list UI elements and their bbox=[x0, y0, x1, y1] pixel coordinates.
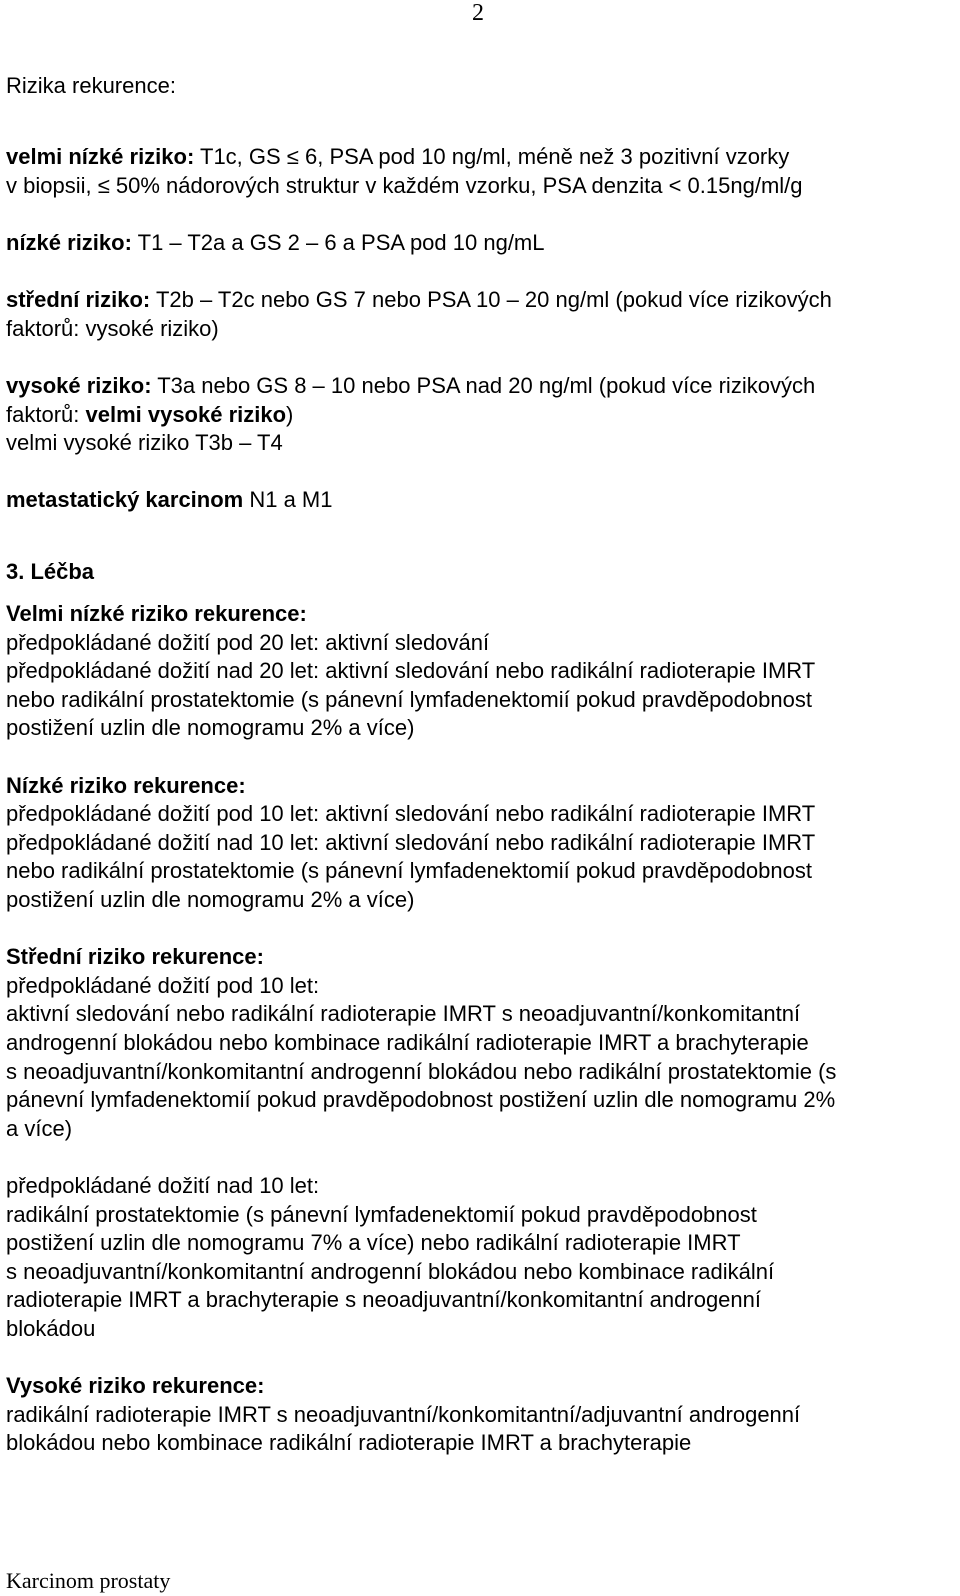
treatment-medium-line: radikální prostatektomie (s pánevní lymfadenektomií pokud pravděpodobnost bbox=[6, 1201, 757, 1227]
risk-medium-line2: faktorů: vysoké riziko) bbox=[6, 315, 219, 341]
treatment-medium-line: předpokládané dožití pod 10 let: bbox=[6, 972, 320, 998]
treatment-very-low-heading-text: Velmi nízké riziko rekurence: bbox=[6, 601, 307, 627]
risk-high-label: vysoké riziko: bbox=[6, 372, 152, 398]
treatment-high-heading-text: Vysoké riziko rekurence: bbox=[6, 1373, 265, 1399]
treatment-very-low-line: předpokládané dožití pod 20 let: aktivní sledování bbox=[6, 629, 490, 655]
treatment-low-line: předpokládané dožití pod 10 let: aktivní sledování nebo radikální radioterapie IMRT bbox=[6, 801, 816, 827]
treatment-medium-line: aktivní sledování nebo radikální radioterapie IMRT s neoadjuvantní/konkomitantní bbox=[6, 1001, 801, 1027]
treatment-medium-line: pánevní lymfadenektomií pokud pravděpodobnost postižení uzlin dle nomogramu 2% bbox=[6, 1087, 836, 1113]
risk-high-line2-prefix: faktorů: bbox=[6, 401, 86, 427]
risk-very-high: velmi vysoké riziko T3b – T4 bbox=[6, 430, 283, 456]
treatment-medium-heading bbox=[6, 943, 956, 972]
treatment-medium-line: androgenní blokádou nebo kombinace radikální radioterapie IMRT a brachyterapie bbox=[6, 1030, 809, 1055]
treatment-low-line: nebo radikální prostatektomie (s pánevní lymfadenektomií pokud pravděpodobnost bbox=[6, 858, 812, 884]
risk-very-low-line2: v biopsii, ≤ 50% nádorových struktur v každém vzorku, PSA denzita < 0.15ng/ml/g bbox=[6, 172, 803, 198]
treatment-low-heading-text: Nízké riziko rekurence: bbox=[6, 772, 246, 798]
treatment-very-low-heading bbox=[6, 600, 956, 629]
treatment-low-line: postižení uzlin dle nomogramu 2% a více) bbox=[6, 887, 415, 913]
risk-metastatic bbox=[6, 486, 956, 515]
risk-high-line1 bbox=[6, 372, 956, 401]
risk-metastatic-text: N1 a M1 bbox=[243, 487, 333, 513]
risk-low-label: nízké riziko: bbox=[6, 229, 132, 255]
document-body bbox=[6, 72, 956, 1458]
risk-very-high-bold: velmi vysoké riziko bbox=[85, 401, 287, 427]
treatment-title-text: 3. Léčba bbox=[6, 558, 95, 584]
treatment-medium-line: radioterapie IMRT a brachyterapie s neoadjuvantní/konkomitantní androgenní bbox=[6, 1287, 761, 1313]
treatment-medium-line: postižení uzlin dle nomogramu 7% a více) nebo radikální radioterapie IMRT bbox=[6, 1230, 741, 1256]
treatment-high-heading bbox=[6, 1372, 956, 1401]
treatment-medium-line: předpokládané dožití nad 10 let: bbox=[6, 1172, 320, 1198]
risk-very-low-text: T1c, GS ≤ 6, PSA pod 10 ng/ml, méně než 3 pozitivní vzorky bbox=[194, 144, 790, 170]
risk-medium-text: T2b – T2c nebo GS 7 nebo PSA 10 – 20 ng/ml (pokud více rizikových bbox=[150, 287, 832, 313]
risk-high-text: T3a nebo GS 8 – 10 nebo PSA nad 20 ng/ml (pokud více rizikových bbox=[151, 372, 816, 398]
treatment-medium-line: a více) bbox=[6, 1115, 73, 1141]
treatment-medium-line: blokádou bbox=[6, 1315, 96, 1341]
treatment-low-heading bbox=[6, 772, 956, 801]
risk-medium-line1 bbox=[6, 286, 956, 315]
risk-high-line2-suffix: ) bbox=[286, 401, 294, 427]
treatment-medium-heading-text: Střední riziko rekurence: bbox=[6, 944, 264, 970]
risk-medium-label: střední riziko: bbox=[6, 287, 151, 313]
treatment-title bbox=[6, 558, 956, 587]
risk-metastatic-label: metastatický karcinom bbox=[6, 487, 244, 513]
section-heading-risks: Rizika rekurence: bbox=[6, 73, 176, 98]
page-footer: Karcinom prostaty bbox=[6, 1568, 171, 1593]
treatment-low-line: předpokládané dožití nad 10 let: aktivní sledování nebo radikální radioterapie IMRT bbox=[6, 829, 816, 855]
risk-low-text: T1 – T2a a GS 2 – 6 a PSA pod 10 ng/mL bbox=[131, 229, 545, 255]
risk-high-line2 bbox=[6, 401, 956, 430]
treatment-high-line: blokádou nebo kombinace radikální radioterapie IMRT a brachyterapie bbox=[6, 1430, 692, 1456]
treatment-very-low-line: nebo radikální prostatektomie (s pánevní lymfadenektomií pokud pravděpodobnost bbox=[6, 686, 812, 712]
treatment-very-low-line: postižení uzlin dle nomogramu 2% a více) bbox=[6, 715, 415, 741]
page-number: 2 bbox=[472, 0, 484, 26]
risk-very-low-line1 bbox=[6, 143, 956, 172]
risk-very-low-label: velmi nízké riziko: bbox=[6, 144, 195, 170]
treatment-medium-line: s neoadjuvantní/konkomitantní androgenní blokádou nebo kombinace radikální bbox=[6, 1258, 775, 1284]
risk-low bbox=[6, 229, 956, 258]
treatment-high-line: radikální radioterapie IMRT s neoadjuvantní/konkomitantní/adjuvantní androgenní bbox=[6, 1401, 801, 1427]
treatment-very-low-line: předpokládané dožití nad 20 let: aktivní sledování nebo radikální radioterapie IMRT bbox=[6, 658, 816, 684]
treatment-medium-line: s neoadjuvantní/konkomitantní androgenní blokádou nebo radikální prostatektomie (s bbox=[6, 1058, 837, 1084]
